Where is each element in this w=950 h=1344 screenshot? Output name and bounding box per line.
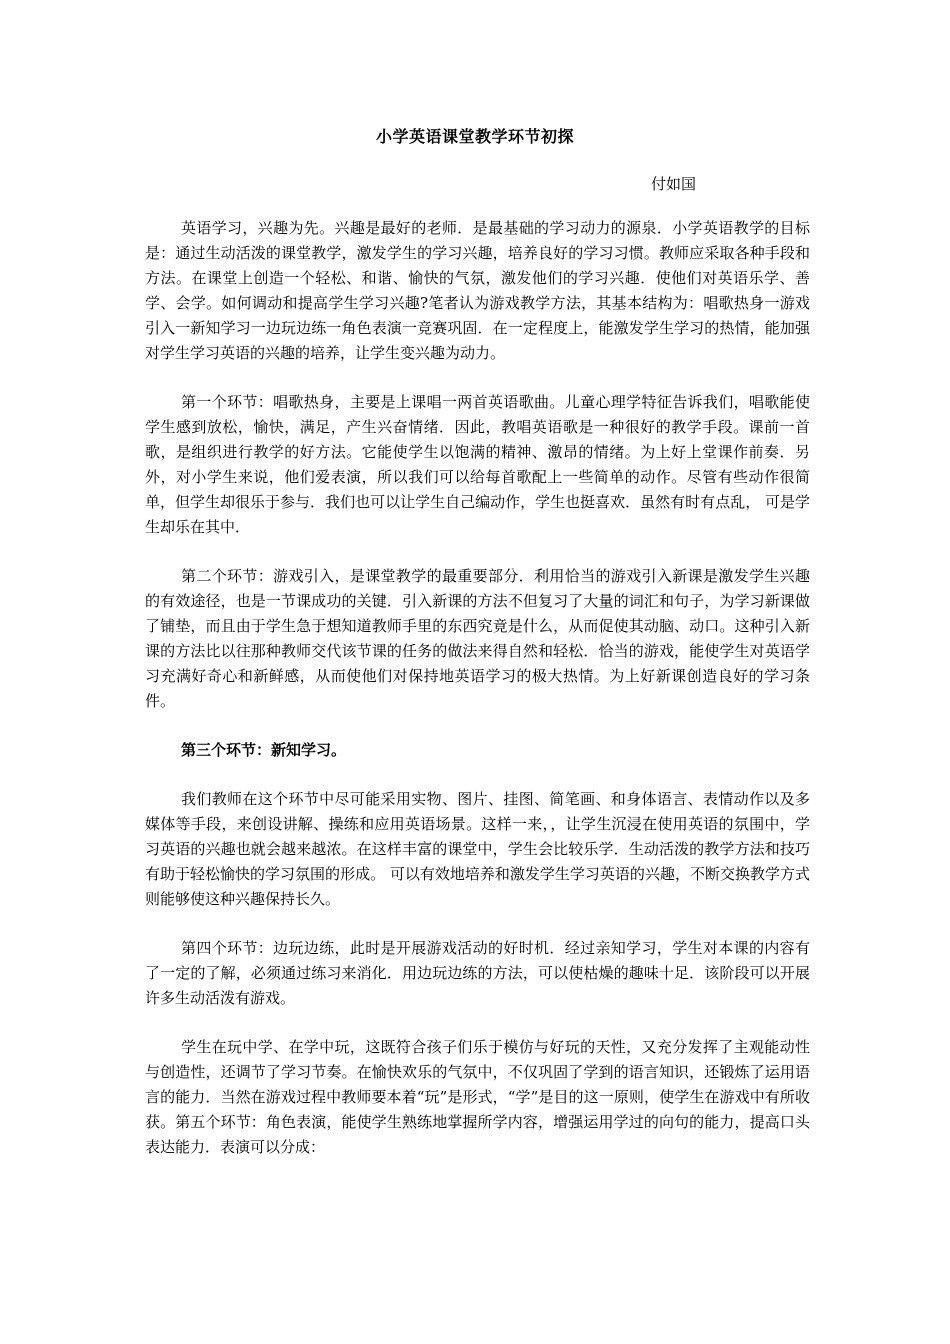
paragraph-step-one: 第一个环节：唱歌热身，主要是上课唱一两首英语歌曲。儿童心理学特征告诉我们，唱歌能使学生感到放松，愉快，满足，产生兴奋情绪．因此，教唱英语歌是一种很好的教学手段。课前一首歌，是组织进行教学的好方法。它能使学生以饱满的精神、激昂的情绪。为上好上堂课作前奏．另外，对小学生来说，他们爱表演，所以我们可以给每首歌配上一些简单的动作。尽管有些动作很简单，但学生却很乐于参与．我们也可以让学生自己编动作，学生也挺喜欢．虽然有时有点乱， 可是学生却乐在其中． (145, 393, 810, 536)
document-author: 付如国 (651, 175, 697, 193)
document-body (145, 216, 810, 1160)
paragraph-gap (145, 763, 810, 787)
paragraph-intro: 英语学习，兴趣为先。兴趣是最好的老师．是最基础的学习动力的源泉．小学英语教学的目标是：通过生动活泼的课堂教学，激发学生的学习兴趣，培养良好的学习习惯。教师应采取各种手段和方法。在课堂上创造一个轻松、和谐、愉快的气氛，激发他们的学习兴趣．使他们对英语乐学、善学、会学。如何调动和提高学生学习兴趣?笔者认为游戏教学方法，其基本结构为：唱歌热身一游戏引入一新知学习一边玩边练一角色表演一竞赛巩固．在一定程度上，能激发学生学习的热情，能加强对学生学习英语的兴趣的培养，让学生变兴趣为动力。 (145, 219, 810, 362)
paragraph-gap (145, 912, 810, 936)
paragraph-step-five: 学生在玩中学、在学中玩，这既符合孩子们乐于模仿与好玩的天性，又充分发挥了主观能动性与创造性，还调节了学习节奏。在愉快欢乐的气氛中，不仅巩固了学到的语言知识，还锻炼了运用语言的能力．当然在游戏过程中教师要本着“玩”是形式，“学”是目的这一原则，使学生在游戏中有所收获。第五个环节：角色表演，能使学生熟练地掌握所学内容，增强运用学过的向句的能力，提高口头表达能力．表演可以分成： (145, 1038, 810, 1156)
paragraph-gap (145, 540, 810, 564)
paragraph-gap (145, 1011, 810, 1035)
section-heading-step-three: 第三个环节：新知学习。 (181, 741, 347, 759)
paragraph-step-two: 第二个环节：游戏引入，是课堂教学的最重要部分．利用恰当的游戏引入新课是激发学生兴趣的有效途径，也是一节课成功的关键．引入新课的方法不但复习了大量的词汇和句子，为学习新课做了铺垫，而且由于学生急于想知道教师手里的东西究竟是什么，从而促使其动脑、动口。这种引入新课的方法比以往那种教师交代该节课的任务的做法来得自然和轻松．恰当的游戏，能使学生对英语学习充满好奇心和新鲜感，从而使他们对保持地英语学习的极大热情。为上好新课创造良好的学习条件。 (145, 567, 810, 710)
document-title: 小学英语课堂教学环节初探 (375, 127, 574, 146)
paragraph-step-four: 第四个环节：边玩边练，此时是开展游戏活动的好时机．经过亲知学习，学生对本课的内容有了一定的了解，必须通过练习来消化．用边玩边练的方法，可以使枯燥的趣味十足．该阶段可以开展许多生动活泼有游戏。 (145, 939, 810, 1007)
paragraph-gap (145, 714, 810, 738)
paragraph-step-three: 我们教师在这个环节中尽可能采用实物、图片、挂图、简笔画、和身体语言、表情动作以及多媒体等手段，来创设讲解、操练和应用英语场景。这样一来，，让学生沉浸在使用英语的氛围中，学习英语的兴趣也就会越来越浓。在这样丰富的课堂中，学生会比较乐学．生动活泼的教学方法和技巧有助于轻松愉快的学习氛围的形成。 可以有效地培养和激发学生学习英语的兴趣，不断交换教学方式则能够使这种兴趣保持长久。 (145, 790, 810, 908)
paragraph-gap (145, 366, 810, 390)
